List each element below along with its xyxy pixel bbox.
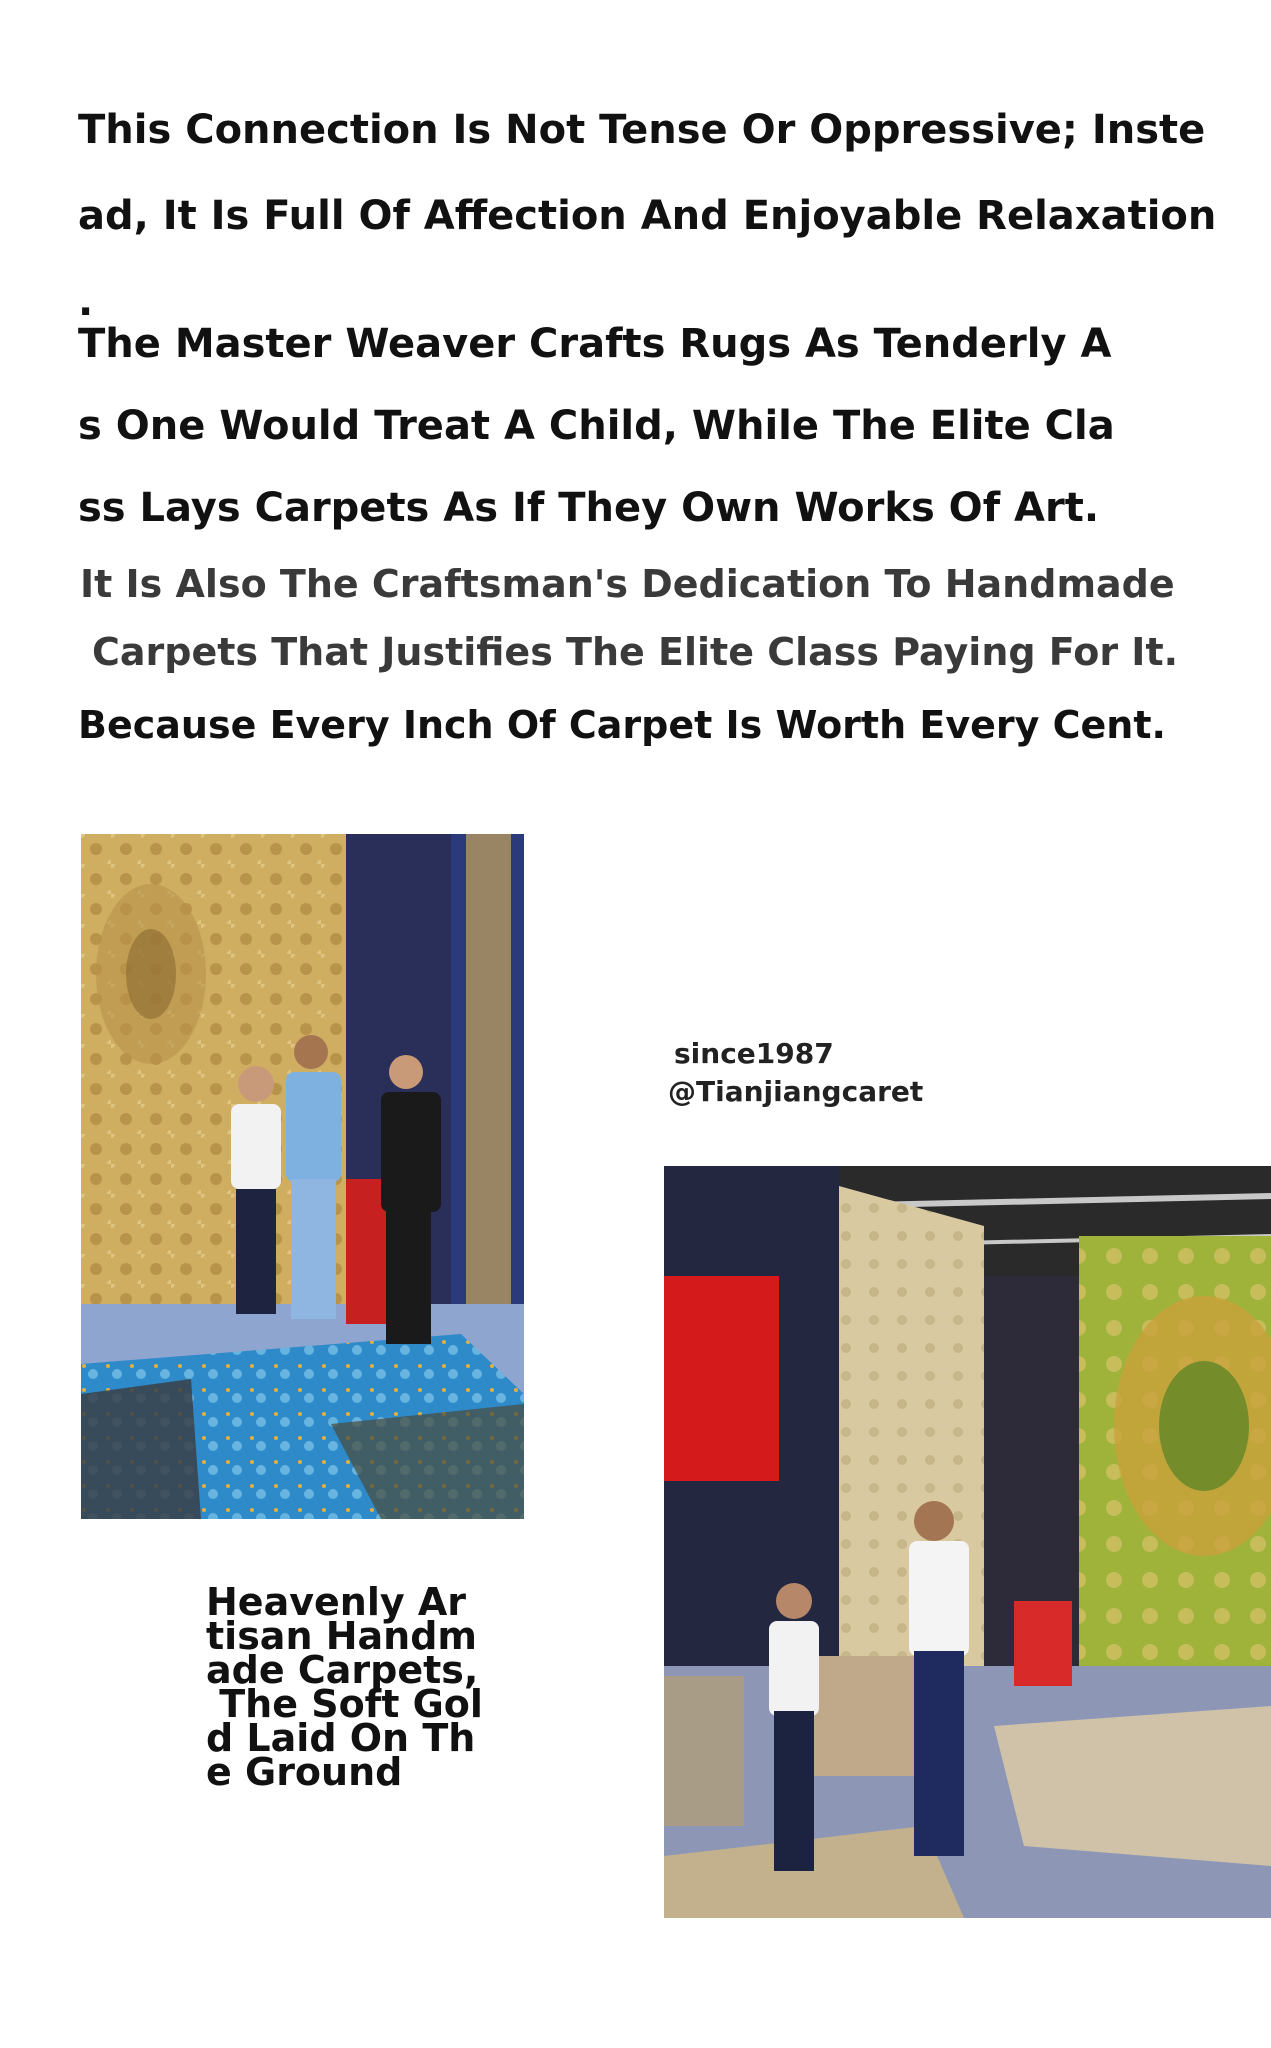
social-handle: @Tianjiangcaret [668, 1075, 924, 1108]
paragraph-line: Carpets That Justifies The Elite Class Paying For It. [92, 630, 1179, 674]
caption-line: Heavenly Ar [206, 1580, 466, 1624]
paragraph-line: . [78, 279, 94, 325]
caption-heavenly-artisan [206, 1580, 483, 1794]
caption-line: tisan Handm [206, 1614, 478, 1658]
paragraph-every-inch [78, 656, 1166, 794]
caption-line: The Soft Gol [206, 1682, 483, 1726]
caption-line: d Laid On Th [206, 1716, 476, 1760]
caption-line: e Ground [206, 1750, 403, 1794]
paragraph-line: s One Would Treat A Child, While The Elite Cla [78, 403, 1115, 449]
paragraph-line: ss Lays Carpets As If They Own Works Of Art. [78, 485, 1100, 531]
paragraph-master-weaver [78, 283, 1115, 570]
since-label: since1987 [674, 1037, 834, 1070]
paragraph-line: Because Every Inch Of Carpet Is Worth Every Cent. [78, 703, 1166, 747]
brand-label [668, 1035, 923, 1111]
paragraph-line: ad, It Is Full Of Affection And Enjoyable Relaxation [78, 193, 1217, 239]
paragraph-line: This Connection Is Not Tense Or Oppressive; Inste [78, 107, 1206, 153]
paragraph-line: The Master Weaver Crafts Rugs As Tenderly A [78, 321, 1112, 367]
exhibition-photo-booth [81, 834, 524, 1519]
caption-line: ade Carpets, [206, 1648, 479, 1692]
exhibition-photo-hall [664, 1166, 1271, 1918]
paragraph-line: It Is Also The Craftsman's Dedication To Handmade [80, 562, 1175, 606]
